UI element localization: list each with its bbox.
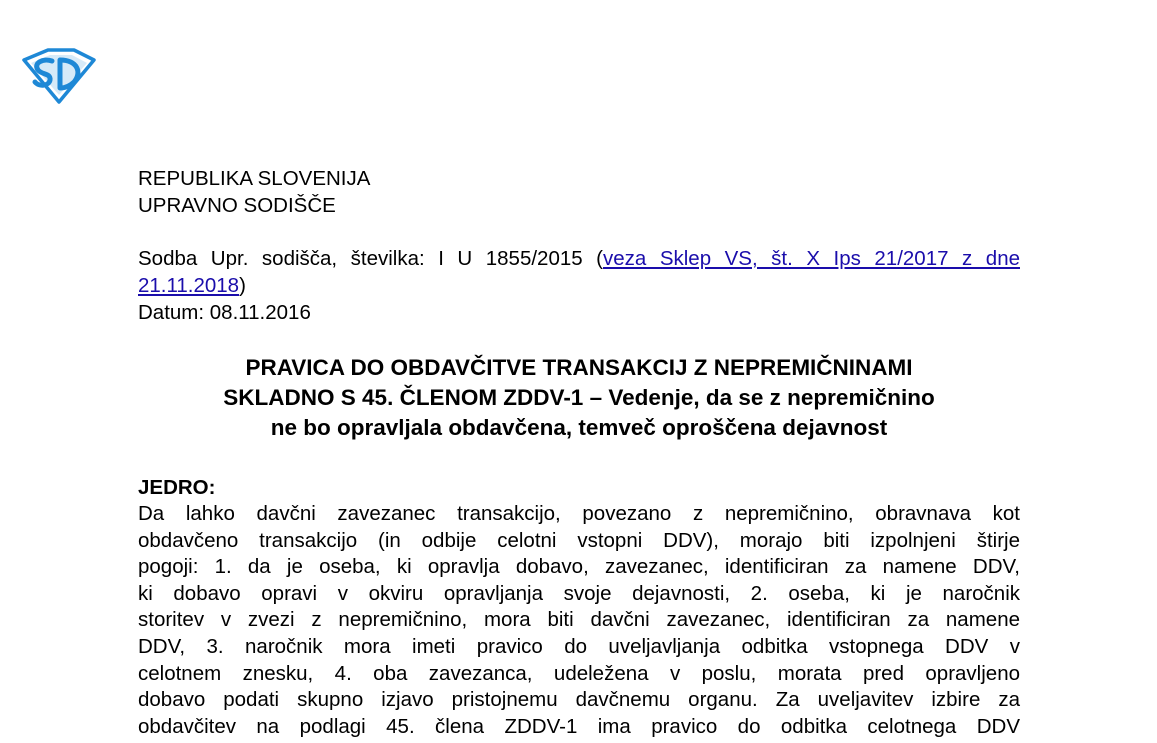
summary-heading: JEDRO: <box>138 476 216 499</box>
court-name: UPRAVNO SODIŠČE <box>138 194 336 217</box>
summary-line: ki dobavo opravi v okviru opravljanja svoje dejavnosti, 2. oseba, ki je naročnik <box>138 581 1020 605</box>
summary-line: Da lahko davčni zavezanec transakcijo, povezano z nepremičnino, obravnava kot <box>138 502 1020 525</box>
summary-line: pogoji: 1. da je oseba, ki opravlja dobavo, zavezanec, identificiran za namene DDV, <box>138 555 1020 579</box>
summary-line: storitev v zvezi z nepremičnino, mora biti davčni zavezanec, identificiran za namene <box>138 608 1020 632</box>
title-line-3: ne bo opravljala obdavčena, temveč oproščena dejavnost <box>270 415 888 440</box>
related-decision-link-date[interactable]: 21.11.2018 <box>138 274 240 297</box>
reference-prefix: Sodba Upr. sodišča, številka: I U 1855/2015 ( <box>138 247 603 270</box>
summary-text <box>138 501 1020 740</box>
reference-suffix: ) <box>239 274 246 297</box>
summary-line: obdavčeno transakcijo (in odbije celotni vstopni DDV), morajo biti izpolnjeni štirje <box>138 528 1020 552</box>
related-decision-link[interactable]: veza Sklep VS, št. X Ips 21/2017 z dne <box>603 247 1020 270</box>
court-header <box>138 165 370 219</box>
decision-date: Datum: 08.11.2016 <box>138 301 311 324</box>
title-line-2: SKLADNO S 45. ČLENOM ZDDV-1 – Vedenje, da se z nepremičnino <box>223 385 935 410</box>
case-title <box>138 353 1020 443</box>
title-line-1: PRAVICA DO OBDAVČITVE TRANSAKCIJ Z NEPREMIČNINAMI <box>245 355 913 380</box>
court-shield-logo-icon <box>22 46 96 104</box>
summary-line: celotnem znesku, 4. oba zavezanca, udeležena v poslu, morata pred opravljeno <box>138 661 1020 685</box>
summary-line: dobavo podati skupno izjavo pristojnemu davčnemu organu. Za uveljavitev izbire za <box>138 688 1020 712</box>
country-name: REPUBLIKA SLOVENIJA <box>138 167 371 190</box>
summary-line: DDV, 3. naročnik mora imeti pravico do uveljavljanja odbitka vstopnega DDV v <box>138 634 1020 658</box>
reference-line-2 <box>138 272 1020 299</box>
reference-line <box>138 245 1020 272</box>
summary-line: obdavčitev na podlagi 45. člena ZDDV-1 ima pravico do odbitka celotnega DDV <box>138 714 1020 738</box>
case-reference <box>138 245 1020 326</box>
